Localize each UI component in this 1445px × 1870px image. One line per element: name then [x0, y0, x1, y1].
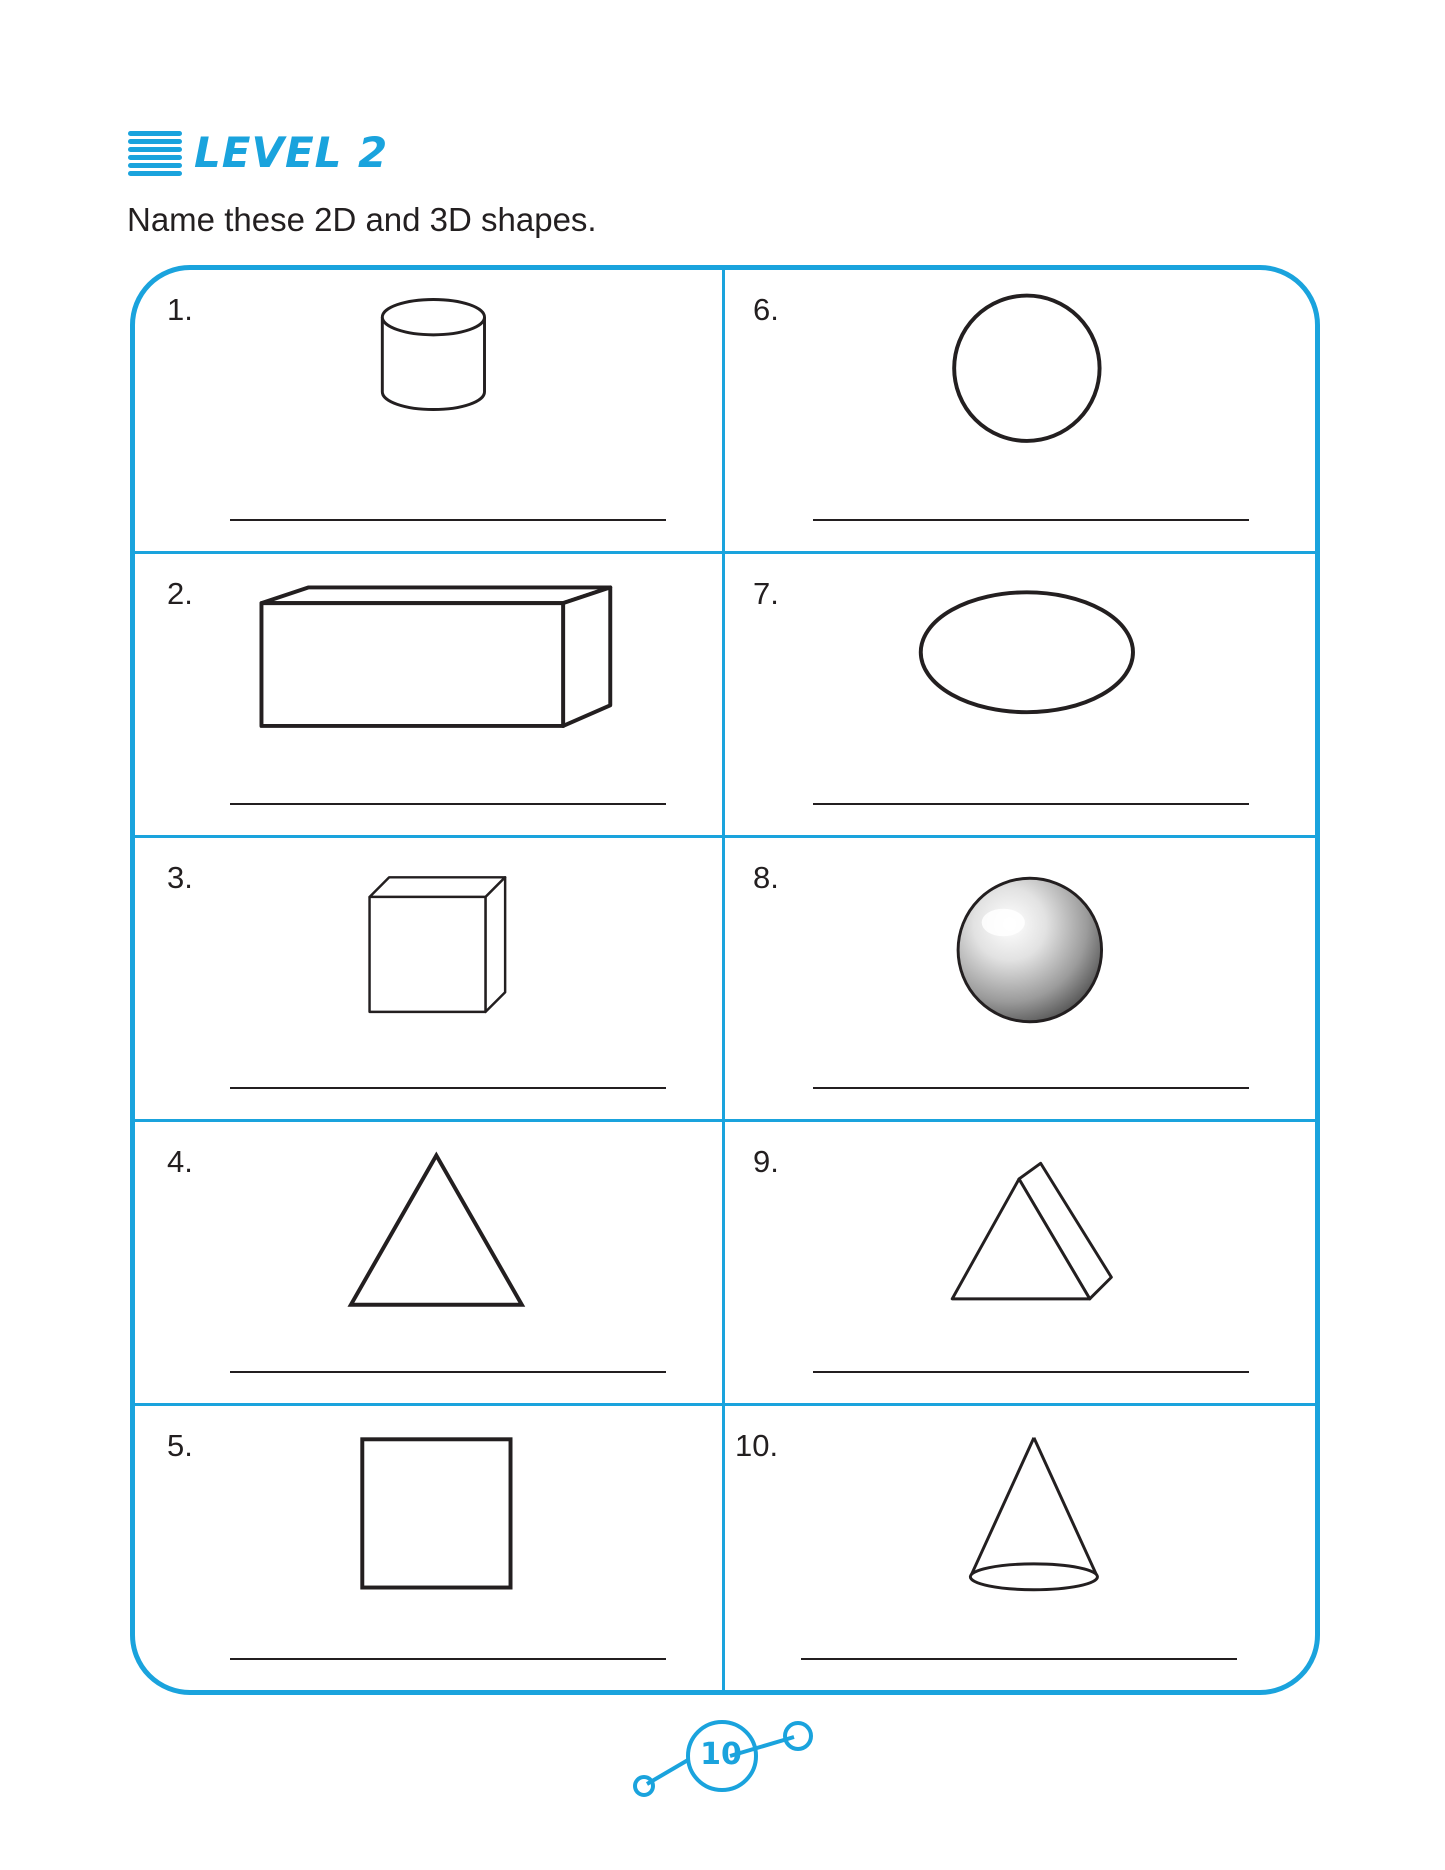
question-number: 2. — [167, 576, 193, 611]
square-icon — [135, 1406, 722, 1690]
cylinder-icon — [135, 270, 722, 551]
question-number: 7. — [753, 576, 779, 611]
shapes-worksheet — [130, 265, 1320, 1695]
answer-line[interactable] — [230, 1087, 666, 1089]
question-cell-6 — [725, 270, 1315, 554]
cube-icon — [135, 838, 722, 1119]
sphere-icon — [725, 838, 1315, 1119]
question-number: 4. — [167, 1144, 193, 1179]
answer-line[interactable] — [813, 1087, 1249, 1089]
oval-icon — [725, 554, 1315, 835]
question-number: 5. — [167, 1428, 193, 1463]
triangular-prism-icon — [725, 1122, 1315, 1403]
question-cell-9 — [725, 1122, 1315, 1406]
stacked-bars-icon — [126, 129, 184, 177]
question-cell-2 — [135, 554, 725, 838]
answer-line[interactable] — [230, 1658, 666, 1660]
page-number: 10 — [700, 1737, 742, 1772]
question-cell-7 — [725, 554, 1315, 838]
rectangular-prism-icon — [135, 554, 722, 835]
question-number: 3. — [167, 860, 193, 895]
question-cell-5 — [135, 1406, 725, 1690]
answer-line[interactable] — [230, 1371, 666, 1373]
question-cell-8 — [725, 838, 1315, 1122]
question-cell-10 — [725, 1406, 1315, 1690]
question-number: 8. — [753, 860, 779, 895]
triangle-icon — [135, 1122, 722, 1403]
answer-line[interactable] — [230, 519, 666, 521]
question-number: 1. — [167, 292, 193, 327]
question-cell-4 — [135, 1122, 725, 1406]
question-cell-1 — [135, 270, 725, 554]
level-header — [126, 128, 388, 178]
answer-line[interactable] — [801, 1658, 1237, 1660]
level-title: LEVEL 2 — [194, 128, 389, 177]
question-number: 6. — [753, 292, 779, 327]
answer-line[interactable] — [813, 803, 1249, 805]
circle-icon — [725, 270, 1315, 551]
instruction-text: Name these 2D and 3D shapes. — [127, 201, 597, 238]
answer-line[interactable] — [813, 1371, 1249, 1373]
answer-line[interactable] — [230, 803, 666, 805]
question-cell-3 — [135, 838, 725, 1122]
cone-icon — [725, 1406, 1315, 1690]
question-number: 10. — [735, 1428, 779, 1463]
question-number: 9. — [753, 1144, 779, 1179]
answer-line[interactable] — [813, 519, 1249, 521]
